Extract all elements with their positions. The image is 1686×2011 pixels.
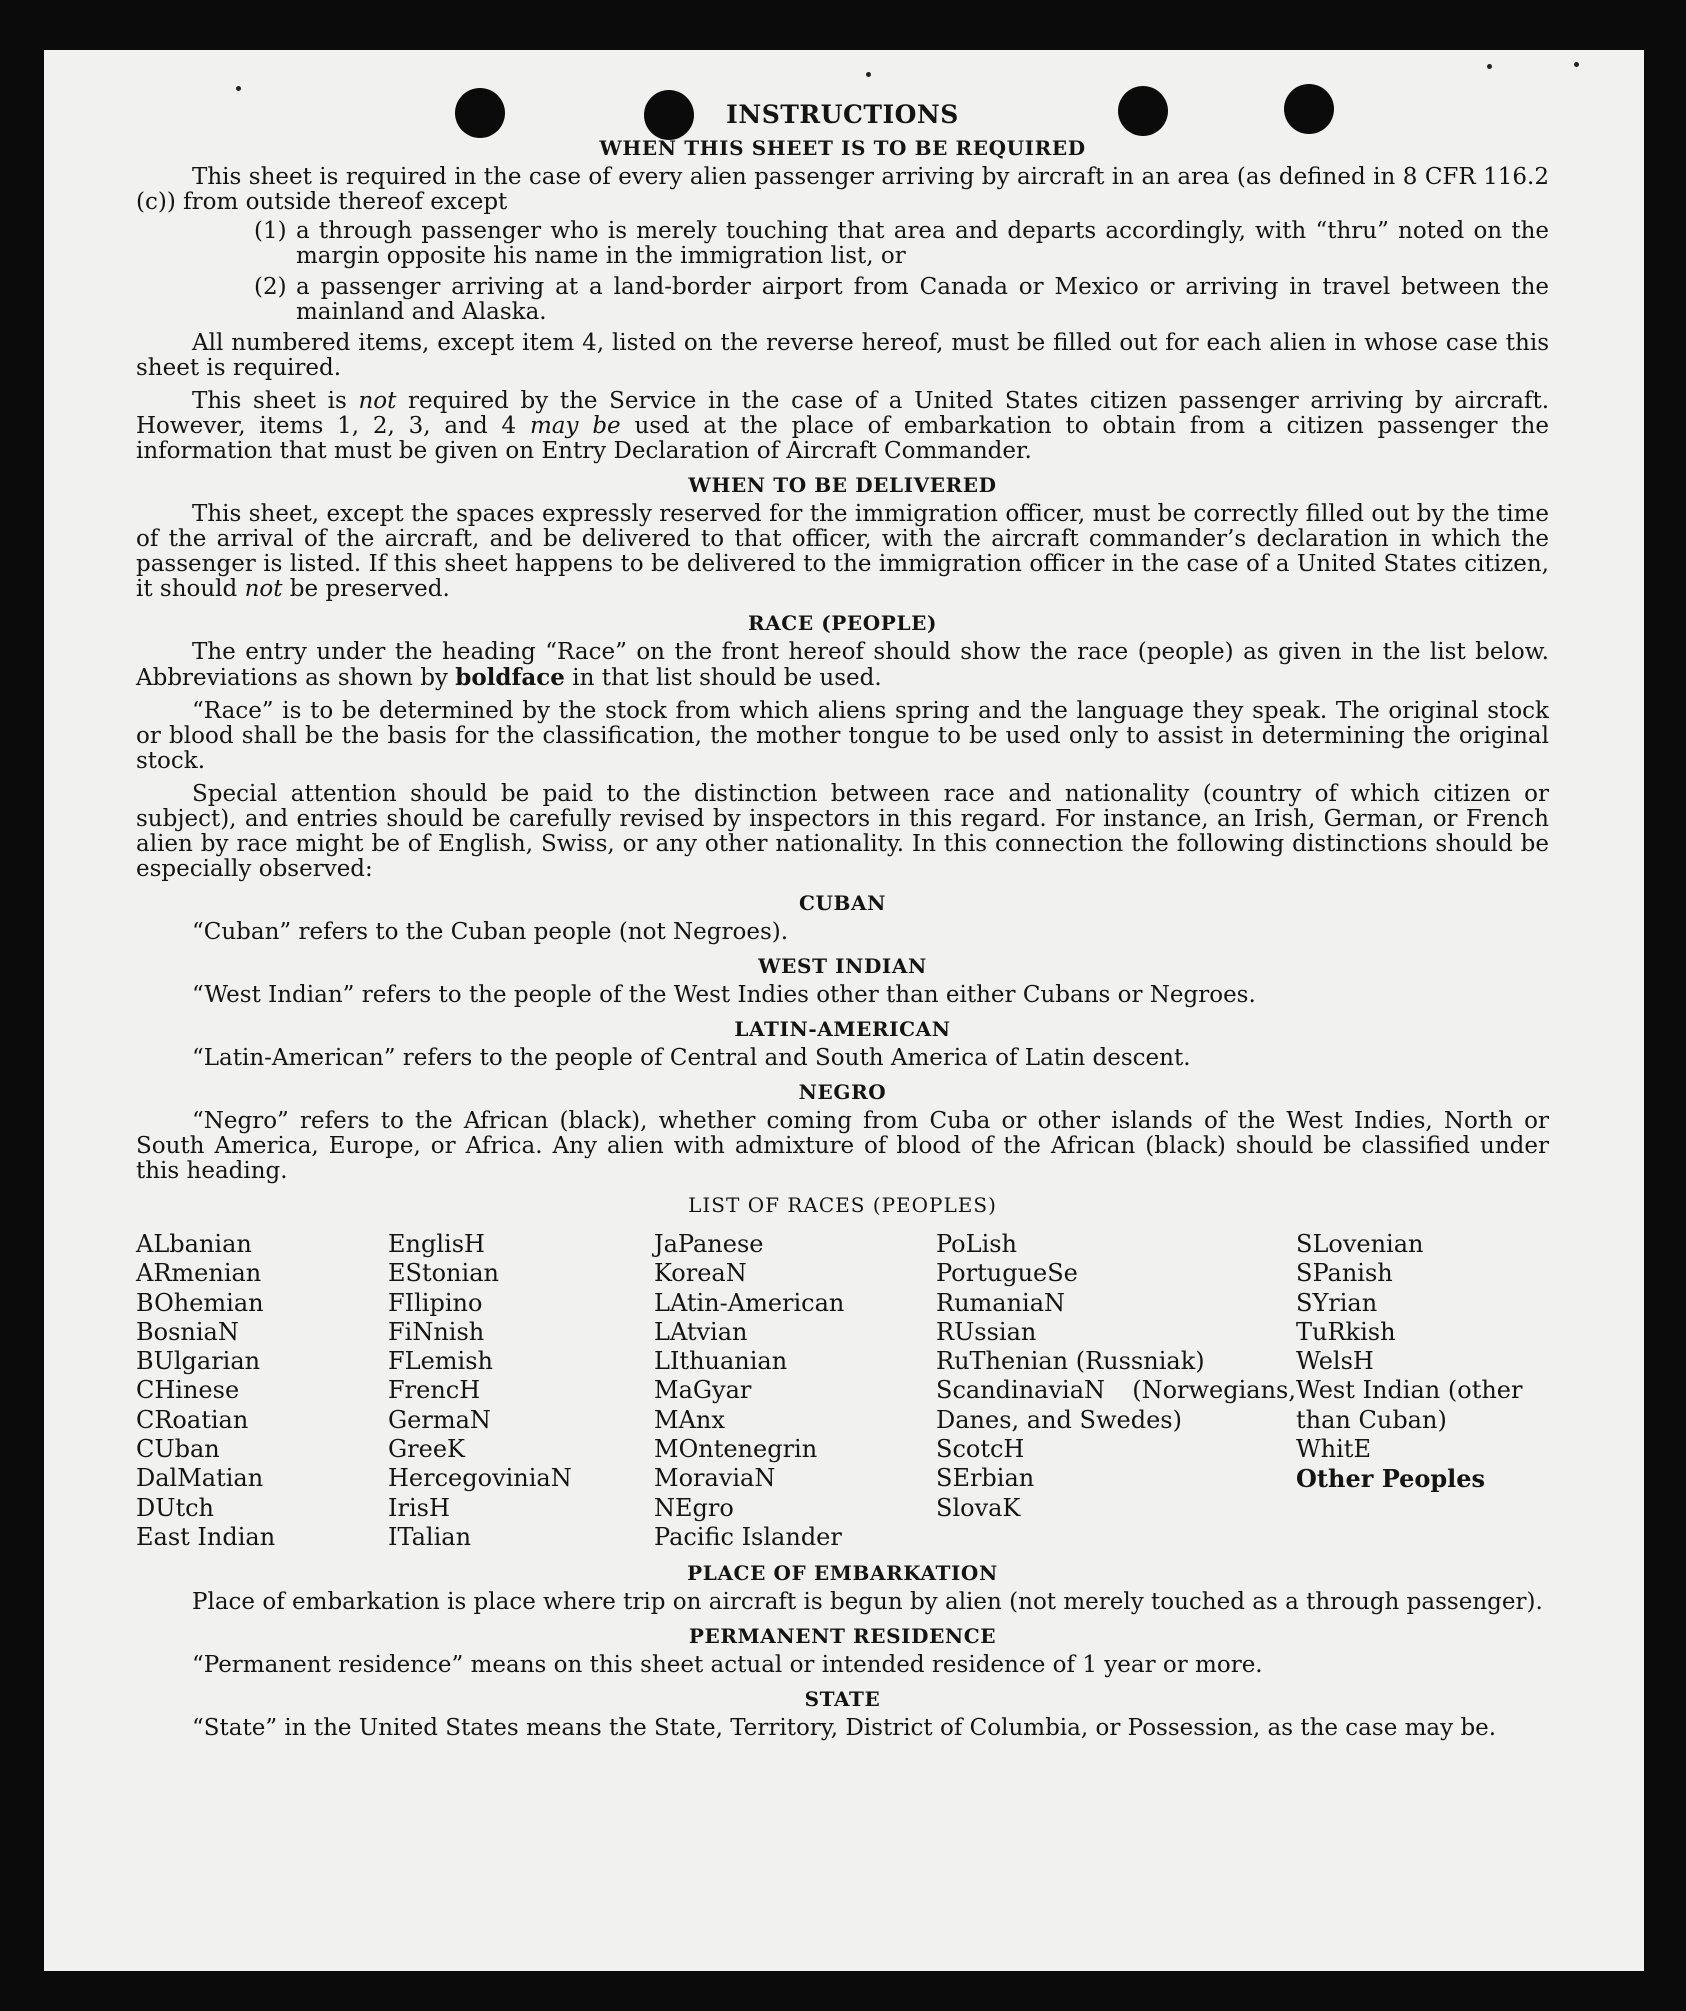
race-entry: MoraviaN	[654, 1464, 776, 1493]
race-entry: Other Peoples	[1296, 1464, 1486, 1494]
subheading-latin-american: LATIN-AMERICAN	[734, 1017, 951, 1041]
emphasis-not: not	[358, 388, 397, 414]
item-text: a passenger arriving at a land-border airport from Canada or Mexico or arriving in travel between the mainland and Alaska.	[296, 274, 1549, 325]
exception-item	[254, 219, 1549, 269]
race-entry: BosniaN	[136, 1317, 239, 1346]
race-entry: ALbanian	[136, 1230, 252, 1258]
race-entry: Pacific Islander	[654, 1522, 842, 1551]
race-entry: LAtvian	[654, 1317, 748, 1346]
section-heading-required: WHEN THIS SHEET IS TO BE REQUIRED	[599, 136, 1086, 160]
race-entry: FiNnish	[388, 1317, 485, 1346]
citizen-paragraph: This sheet is not required by the Service in the case of a United States citizen passenger arriving by aircraft. However, items 1, 2, 3, and 4 may be used at the place of embarkation to obtain from a citizen passenger the information that must be given on Entry Declaration of Aircraft Commander.	[136, 388, 1549, 464]
race-entry: PortugueSe	[936, 1259, 1078, 1288]
instructions-content	[136, 102, 1549, 1745]
subheading-state: STATE	[804, 1687, 881, 1712]
race-entry: CRoatian	[136, 1405, 249, 1434]
race-paragraph-3: Special attention should be paid to the distinction between race and nationality (country of which citizen or subject), and entries should be carefully revised by inspectors in this regard. For instance, an Irish, German, or French alien by race might be of English, Swiss, or any other nationality. In this connection the following distinctions should be especially observed:	[136, 781, 1549, 882]
item-number: (1)	[254, 218, 287, 244]
race-entry: East Indian	[136, 1522, 276, 1551]
race-entry: KoreaN	[654, 1259, 747, 1288]
speck	[1487, 64, 1492, 69]
emphasis-not: not	[244, 576, 283, 602]
race-entry: NEgro	[654, 1493, 734, 1522]
race-entry: EStonian	[388, 1259, 499, 1288]
race-entry: GermaN	[388, 1405, 491, 1434]
race-entry: ITalian	[388, 1522, 472, 1551]
section-heading-delivered: WHEN TO BE DELIVERED	[688, 473, 997, 497]
race-entry: BUlgarian	[136, 1347, 261, 1376]
emphasis-may-be: may be	[529, 413, 621, 439]
state-text: “State” in the United States means the State, Territory, District of Columbia, or Possession, as the case may be.	[192, 1715, 1497, 1742]
race-entry: CHinese	[136, 1376, 240, 1405]
delivered-paragraph: This sheet, except the spaces expressly reserved for the immigration officer, must be correctly filled out by the time of the arrival of the aircraft, and be delivered to that officer, with the aircraft commander’s declaration in which the passenger is listed. If this sheet happens to be delivered to the immigration officer in the case of a United States citizen, it should not be preserved.	[136, 501, 1549, 602]
race-entry: MaGyar	[654, 1376, 752, 1405]
race-entry: ARmenian	[136, 1259, 262, 1288]
page-title: INSTRUCTIONS	[726, 100, 959, 129]
race-column	[654, 1230, 936, 1552]
exception-item	[254, 275, 1549, 325]
race-entry: RumaniaN	[936, 1288, 1066, 1317]
race-entry: ScandinaviaN (Norwegians, Danes, and Swedes)	[936, 1376, 1296, 1434]
subheading-negro: NEGRO	[798, 1080, 887, 1104]
subheading-embarkation: PLACE OF EMBARKATION	[687, 1561, 998, 1586]
residence-text: “Permanent residence” means on this sheet actual or intended residence of 1 year or more.	[192, 1652, 1263, 1679]
race-entry: LIthuanian	[654, 1347, 788, 1376]
race-entry: FIlipino	[388, 1288, 483, 1317]
west-indian-text: “West Indian” refers to the people of the West Indies other than either Cubans or Negroes.	[192, 982, 1256, 1008]
race-entry: MAnx	[654, 1405, 725, 1434]
race-entry: JaPanese	[654, 1230, 764, 1258]
race-entry: FrencH	[388, 1376, 481, 1405]
race-entry: CUban	[136, 1435, 220, 1464]
race-paragraph-1: The entry under the heading “Race” on the front hereof should show the race (people) as given in the list below. Abbreviations as shown by boldface in that list should be used.	[136, 639, 1549, 691]
race-entry: ScotcH	[936, 1435, 1025, 1464]
race-entry: IrisH	[388, 1493, 450, 1522]
subheading-list-of-races: LIST OF RACES (PEOPLES)	[688, 1193, 997, 1217]
race-entry: DalMatian	[136, 1464, 264, 1493]
speck	[866, 72, 871, 77]
subheading-west-indian: WEST INDIAN	[758, 954, 927, 978]
item-text: a through passenger who is merely touching that area and departs accordingly, with “thru” noted on the margin opposite his name in the immigration list, or	[296, 218, 1549, 269]
section-heading-race: RACE (PEOPLE)	[747, 611, 938, 635]
race-entry: RuThenian (Russniak)	[936, 1347, 1205, 1376]
race-entry: BOhemian	[136, 1288, 264, 1317]
speck	[236, 86, 241, 91]
race-column	[136, 1230, 388, 1552]
race-paragraph-2: “Race” is to be determined by the stock from which aliens spring and the language they speak. The original stock or blood shall be the basis for the classification, the mother tongue to be used only to assist in determining the original stock.	[136, 698, 1549, 774]
race-entry: LAtin-American	[654, 1288, 845, 1317]
race-entry: GreeK	[388, 1435, 465, 1464]
race-entry: SErbian	[936, 1464, 1035, 1493]
race-entry: DUtch	[136, 1493, 215, 1522]
latin-american-text: “Latin-American” refers to the people of Central and South America of Latin descent.	[192, 1045, 1191, 1071]
race-entry: EnglisH	[388, 1230, 485, 1258]
race-entry: West Indian (other than Cuban)	[1296, 1376, 1523, 1434]
race-column	[1296, 1230, 1549, 1552]
race-entry: FLemish	[388, 1347, 493, 1376]
subheading-permanent-residence: PERMANENT RESIDENCE	[688, 1624, 997, 1649]
required-paragraph: This sheet is required in the case of every alien passenger arriving by aircraft in an area (as defined in 8 CFR 116.2 (c)) from outside thereof except	[136, 164, 1549, 215]
speck	[1574, 62, 1579, 67]
race-entry: TuRkish	[1296, 1317, 1396, 1346]
subheading-cuban: CUBAN	[798, 891, 887, 915]
embarkation-text: Place of embarkation is place where trip on aircraft is begun by alien (not merely touched as a through passenger).	[192, 1589, 1543, 1616]
race-entry: RUssian	[936, 1317, 1037, 1346]
race-entry: HercegoviniaN	[388, 1464, 572, 1493]
race-entry: WhitE	[1296, 1435, 1371, 1464]
race-list	[136, 1230, 1549, 1552]
cuban-text: “Cuban” refers to the Cuban people (not Negroes).	[192, 919, 789, 945]
race-entry: WelsH	[1296, 1347, 1374, 1376]
race-entry: SPanish	[1296, 1259, 1393, 1288]
race-entry: SYrian	[1296, 1288, 1378, 1317]
race-entry: SlovaK	[936, 1493, 1021, 1522]
negro-text: “Negro” refers to the African (black), whether coming from Cuba or other islands of the West Indies, North or South America, Europe, or Africa. Any alien with admixture of blood of the African (black) should be classified under this heading.	[136, 1108, 1549, 1184]
race-entry: SLovenian	[1296, 1230, 1424, 1258]
item-number: (2)	[254, 274, 287, 300]
numbered-items-paragraph: All numbered items, except item 4, listed on the reverse hereof, must be filled out for each alien in whose case this sheet is required.	[136, 330, 1549, 381]
race-column	[936, 1230, 1296, 1552]
race-entry: MOntenegrin	[654, 1435, 818, 1464]
race-column	[388, 1230, 654, 1552]
boldface-word: boldface	[455, 664, 565, 691]
document-sheet	[44, 50, 1644, 1971]
race-entry: PoLish	[936, 1230, 1018, 1258]
